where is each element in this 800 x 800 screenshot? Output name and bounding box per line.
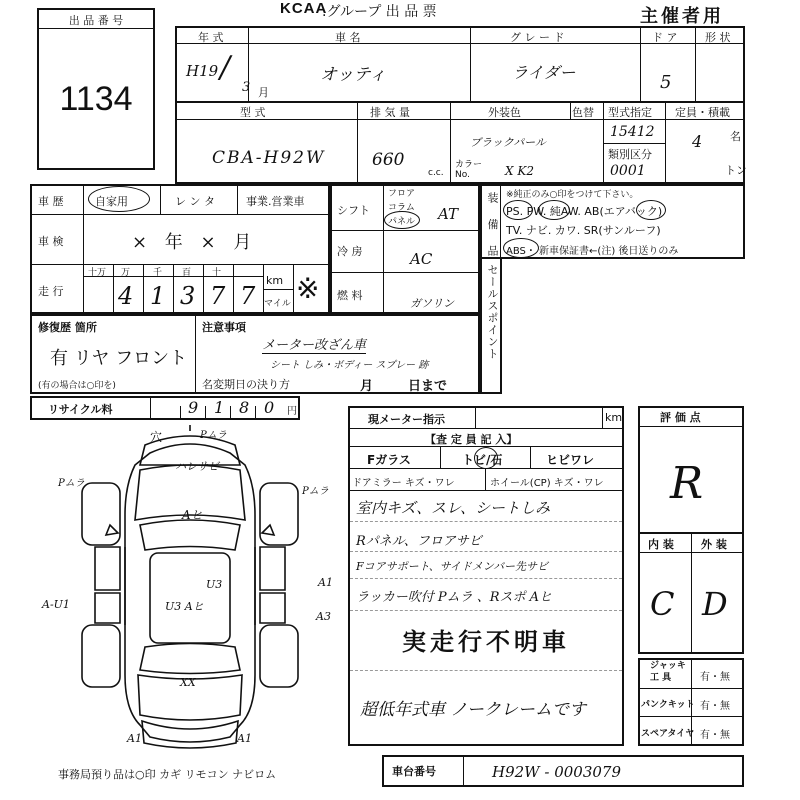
color-value: ブラックパール bbox=[470, 136, 546, 149]
capacity-label: 定員・積載 bbox=[675, 106, 730, 119]
color-label: 外装色 bbox=[488, 106, 521, 119]
diag-hood: Aヒ bbox=[182, 508, 203, 522]
mileage-digit-4: 7 bbox=[210, 282, 226, 310]
recycle-digit-1: 9 bbox=[188, 398, 199, 417]
check-fglass: Fガラス bbox=[367, 453, 411, 467]
chassis-label: 車台番号 bbox=[392, 765, 436, 778]
mileage-digit-2: 1 bbox=[150, 282, 166, 310]
mileage-digit-5: 7 bbox=[240, 282, 256, 310]
diag-top2: Pムラ bbox=[200, 430, 227, 441]
inspector-bottom-note: 超低年式車 ノークレームです bbox=[360, 700, 586, 720]
organizer-label: 主催者用 bbox=[640, 6, 724, 27]
color-swap-label: 色替 bbox=[572, 106, 594, 119]
lot-number-value: 1134 bbox=[59, 80, 133, 118]
jack-label: ジャッキ 工 具 bbox=[650, 661, 686, 683]
inspector-note-2: Rパネル、フロアサビ bbox=[356, 534, 482, 549]
grade-label: 評 価 点 bbox=[660, 411, 701, 424]
mileage-unit-10: 十 bbox=[212, 268, 222, 278]
brand-logo: KCAA bbox=[280, 0, 328, 17]
mileage-unit-mile: マイル bbox=[264, 299, 291, 309]
equip-pw-circle bbox=[538, 200, 570, 220]
interior-label: 内 装 bbox=[648, 538, 674, 551]
inspector-note-3: Fコアサポート、サイドメンバー先サビ bbox=[356, 560, 548, 573]
recycle-digit-4: 0 bbox=[264, 398, 275, 417]
mileage-mark: ※ bbox=[296, 272, 320, 305]
spare-label: スペアタイヤ bbox=[641, 729, 695, 739]
diag-fr: Pムラ bbox=[302, 486, 329, 497]
capacity-value: 4 bbox=[692, 132, 703, 151]
diag-r3: A3 bbox=[316, 610, 331, 623]
inspector-note-1: 室内キズ、スレ、シートしみ bbox=[356, 499, 550, 517]
check-mirror: ドアミラー キズ・ワレ bbox=[352, 478, 455, 489]
diag-left: A-U1 bbox=[42, 598, 70, 611]
ac-value: AC bbox=[410, 250, 433, 268]
diag-mid2: U3 Aヒ bbox=[165, 600, 204, 613]
mileage-unit-100k: 十万 bbox=[88, 268, 107, 278]
fuel-label: 燃 料 bbox=[337, 289, 363, 302]
diag-fl: Pムラ bbox=[58, 478, 85, 489]
make-label: 車 名 bbox=[335, 31, 361, 44]
inspector-note-4: ラッカー吹付 Pムラ 、Rスポ Aヒ bbox=[356, 590, 553, 605]
diag-mid1: U3 bbox=[206, 578, 223, 591]
chassis-value: H92W - 0003079 bbox=[492, 763, 621, 781]
check-crack: ヒビワレ bbox=[546, 453, 595, 467]
caution-day: 日まで bbox=[408, 379, 448, 394]
puncture-label: パンクキット bbox=[641, 700, 695, 710]
model-value: CBA-H92W bbox=[212, 148, 326, 168]
exterior-grade: D bbox=[702, 585, 728, 623]
diag-b1: A1 bbox=[127, 732, 142, 745]
type-label: 型式指定 bbox=[608, 106, 652, 119]
doors-value: 5 bbox=[660, 72, 672, 93]
inspection-label: 車 検 bbox=[38, 235, 64, 248]
disp-value: 660 bbox=[372, 150, 405, 170]
check-wheel: ホイール(CP) キズ・ワレ bbox=[490, 478, 604, 489]
recycle-digit-2: 1 bbox=[214, 398, 225, 417]
mileage-digit-3: 3 bbox=[180, 282, 196, 310]
inspection-value: × 年 × 月 bbox=[132, 232, 258, 253]
class-label: 類別区分 bbox=[608, 148, 652, 161]
year-label: 年 式 bbox=[198, 31, 224, 44]
jack-choice: 有・無 bbox=[700, 672, 730, 683]
caution-line2: シート しみ・ボディー スプレー 跡 bbox=[270, 360, 429, 371]
car-diagram bbox=[40, 425, 340, 755]
mileage-digit-1: 4 bbox=[118, 282, 134, 310]
diag-rear: XX bbox=[180, 676, 196, 689]
meter-label: 現メーター指示 bbox=[368, 413, 445, 426]
disp-unit: c.c. bbox=[428, 168, 444, 178]
disp-label: 排 気 量 bbox=[370, 106, 410, 119]
exterior-label: 外 装 bbox=[701, 538, 727, 551]
recycle-label: リサイクル料 bbox=[48, 403, 113, 416]
caution-line1: メーター改ざん車 bbox=[262, 334, 366, 354]
caution-month: 月 bbox=[360, 379, 374, 394]
mileage-unit-100: 百 bbox=[182, 268, 192, 278]
mileage-unit-10k: 万 bbox=[121, 268, 131, 278]
sheet-title: .グループ 出 品 票 bbox=[322, 4, 437, 20]
shift-option-panel: パネル bbox=[388, 217, 416, 227]
inspector-big-notice: 実走行不明車 bbox=[402, 627, 570, 656]
mileage-unit-km: km bbox=[266, 274, 284, 287]
caution-change-label: 名変期日の決り方 bbox=[202, 378, 290, 391]
inspector-label: 【査 定 員 記 入】 bbox=[425, 433, 518, 446]
color-no-label: カラー No. bbox=[455, 160, 483, 180]
lot-number-label: 出 品 番 号 bbox=[39, 12, 153, 29]
month-value: 3 bbox=[242, 80, 251, 95]
doors-label: ド ア bbox=[652, 31, 678, 44]
history-item-private: 自家用 bbox=[95, 195, 128, 208]
diag-r1: A1 bbox=[318, 576, 333, 589]
shift-option-floor: フロア bbox=[388, 189, 416, 199]
class-value: 0001 bbox=[610, 163, 646, 179]
model-label: 型 式 bbox=[240, 106, 266, 119]
grade-value: R bbox=[670, 458, 704, 509]
ac-label: 冷 房 bbox=[337, 245, 363, 258]
month-unit: 月 bbox=[258, 86, 269, 99]
check-chip: トビ/石 bbox=[462, 453, 503, 467]
equipment-line2: TV. ナビ. カワ. SR(サンルーフ) bbox=[506, 224, 661, 237]
history-item-business: 事業.営業車 bbox=[246, 195, 305, 208]
year-value: H19 bbox=[186, 62, 219, 80]
puncture-choice: 有・無 bbox=[700, 701, 730, 712]
history-item-rental: レ ン タ bbox=[175, 195, 215, 208]
lot-number-box bbox=[37, 8, 155, 170]
meter-unit: km bbox=[605, 411, 623, 424]
chip-circle bbox=[474, 447, 498, 469]
shift-value: AT bbox=[438, 205, 459, 223]
equipment-line3: ABS・ 新車保証書←(注) 後日送りのみ bbox=[506, 246, 679, 257]
repair-label: 修復歴 箇所 bbox=[38, 321, 97, 334]
equip-ps-circle bbox=[503, 200, 533, 220]
make-value: オッティ bbox=[320, 65, 387, 85]
footer-left: 事務局預り品は○印 カギ リモコン ナビロム bbox=[58, 768, 277, 781]
equipment-note: ※純正のみ○印をつけて下さい。 bbox=[506, 190, 639, 200]
mileage-label: 走 行 bbox=[38, 285, 64, 298]
diag-top1: 穴 bbox=[150, 430, 163, 444]
shift-option-column: コラム bbox=[388, 203, 415, 213]
diag-front: ハレサビ bbox=[175, 460, 219, 473]
capacity-unit: 名 bbox=[730, 130, 741, 143]
recycle-digit-3: 8 bbox=[239, 398, 250, 417]
body-label: 形 状 bbox=[705, 31, 731, 44]
grade-label: グ レ ー ド bbox=[510, 31, 565, 44]
caution-label: 注意事項 bbox=[202, 321, 246, 334]
repair-value: 有 リヤ フロント bbox=[50, 348, 188, 369]
type-value: 15412 bbox=[610, 124, 655, 140]
history-private-circle bbox=[88, 186, 150, 212]
sales-point-label: セールスポイント bbox=[486, 264, 499, 360]
shift-label: シフト bbox=[337, 204, 370, 217]
interior-grade: C bbox=[650, 585, 675, 623]
recycle-unit: 円 bbox=[287, 406, 297, 417]
history-label: 車 歴 bbox=[38, 195, 64, 208]
equip-ab-circle bbox=[636, 200, 666, 220]
equip-abs-circle bbox=[503, 238, 539, 258]
mileage-unit-1k: 千 bbox=[153, 268, 163, 278]
equipment-label: 装 備 品 bbox=[486, 192, 499, 262]
shift-panel-circle bbox=[384, 211, 420, 229]
repair-note: (有の場合は○印を) bbox=[38, 381, 116, 391]
color-no-value: X K2 bbox=[505, 164, 534, 178]
grade-value: ライダー bbox=[512, 63, 576, 82]
fuel-value: ガソリン bbox=[410, 297, 454, 310]
diag-b2: A1 bbox=[237, 732, 252, 745]
year-suffix: / bbox=[220, 50, 231, 85]
equipment-line1: PS. PW. 純AW. AB(エアバック) bbox=[506, 205, 663, 218]
spare-choice: 有・無 bbox=[700, 730, 730, 741]
ton-unit: トン bbox=[725, 164, 747, 177]
